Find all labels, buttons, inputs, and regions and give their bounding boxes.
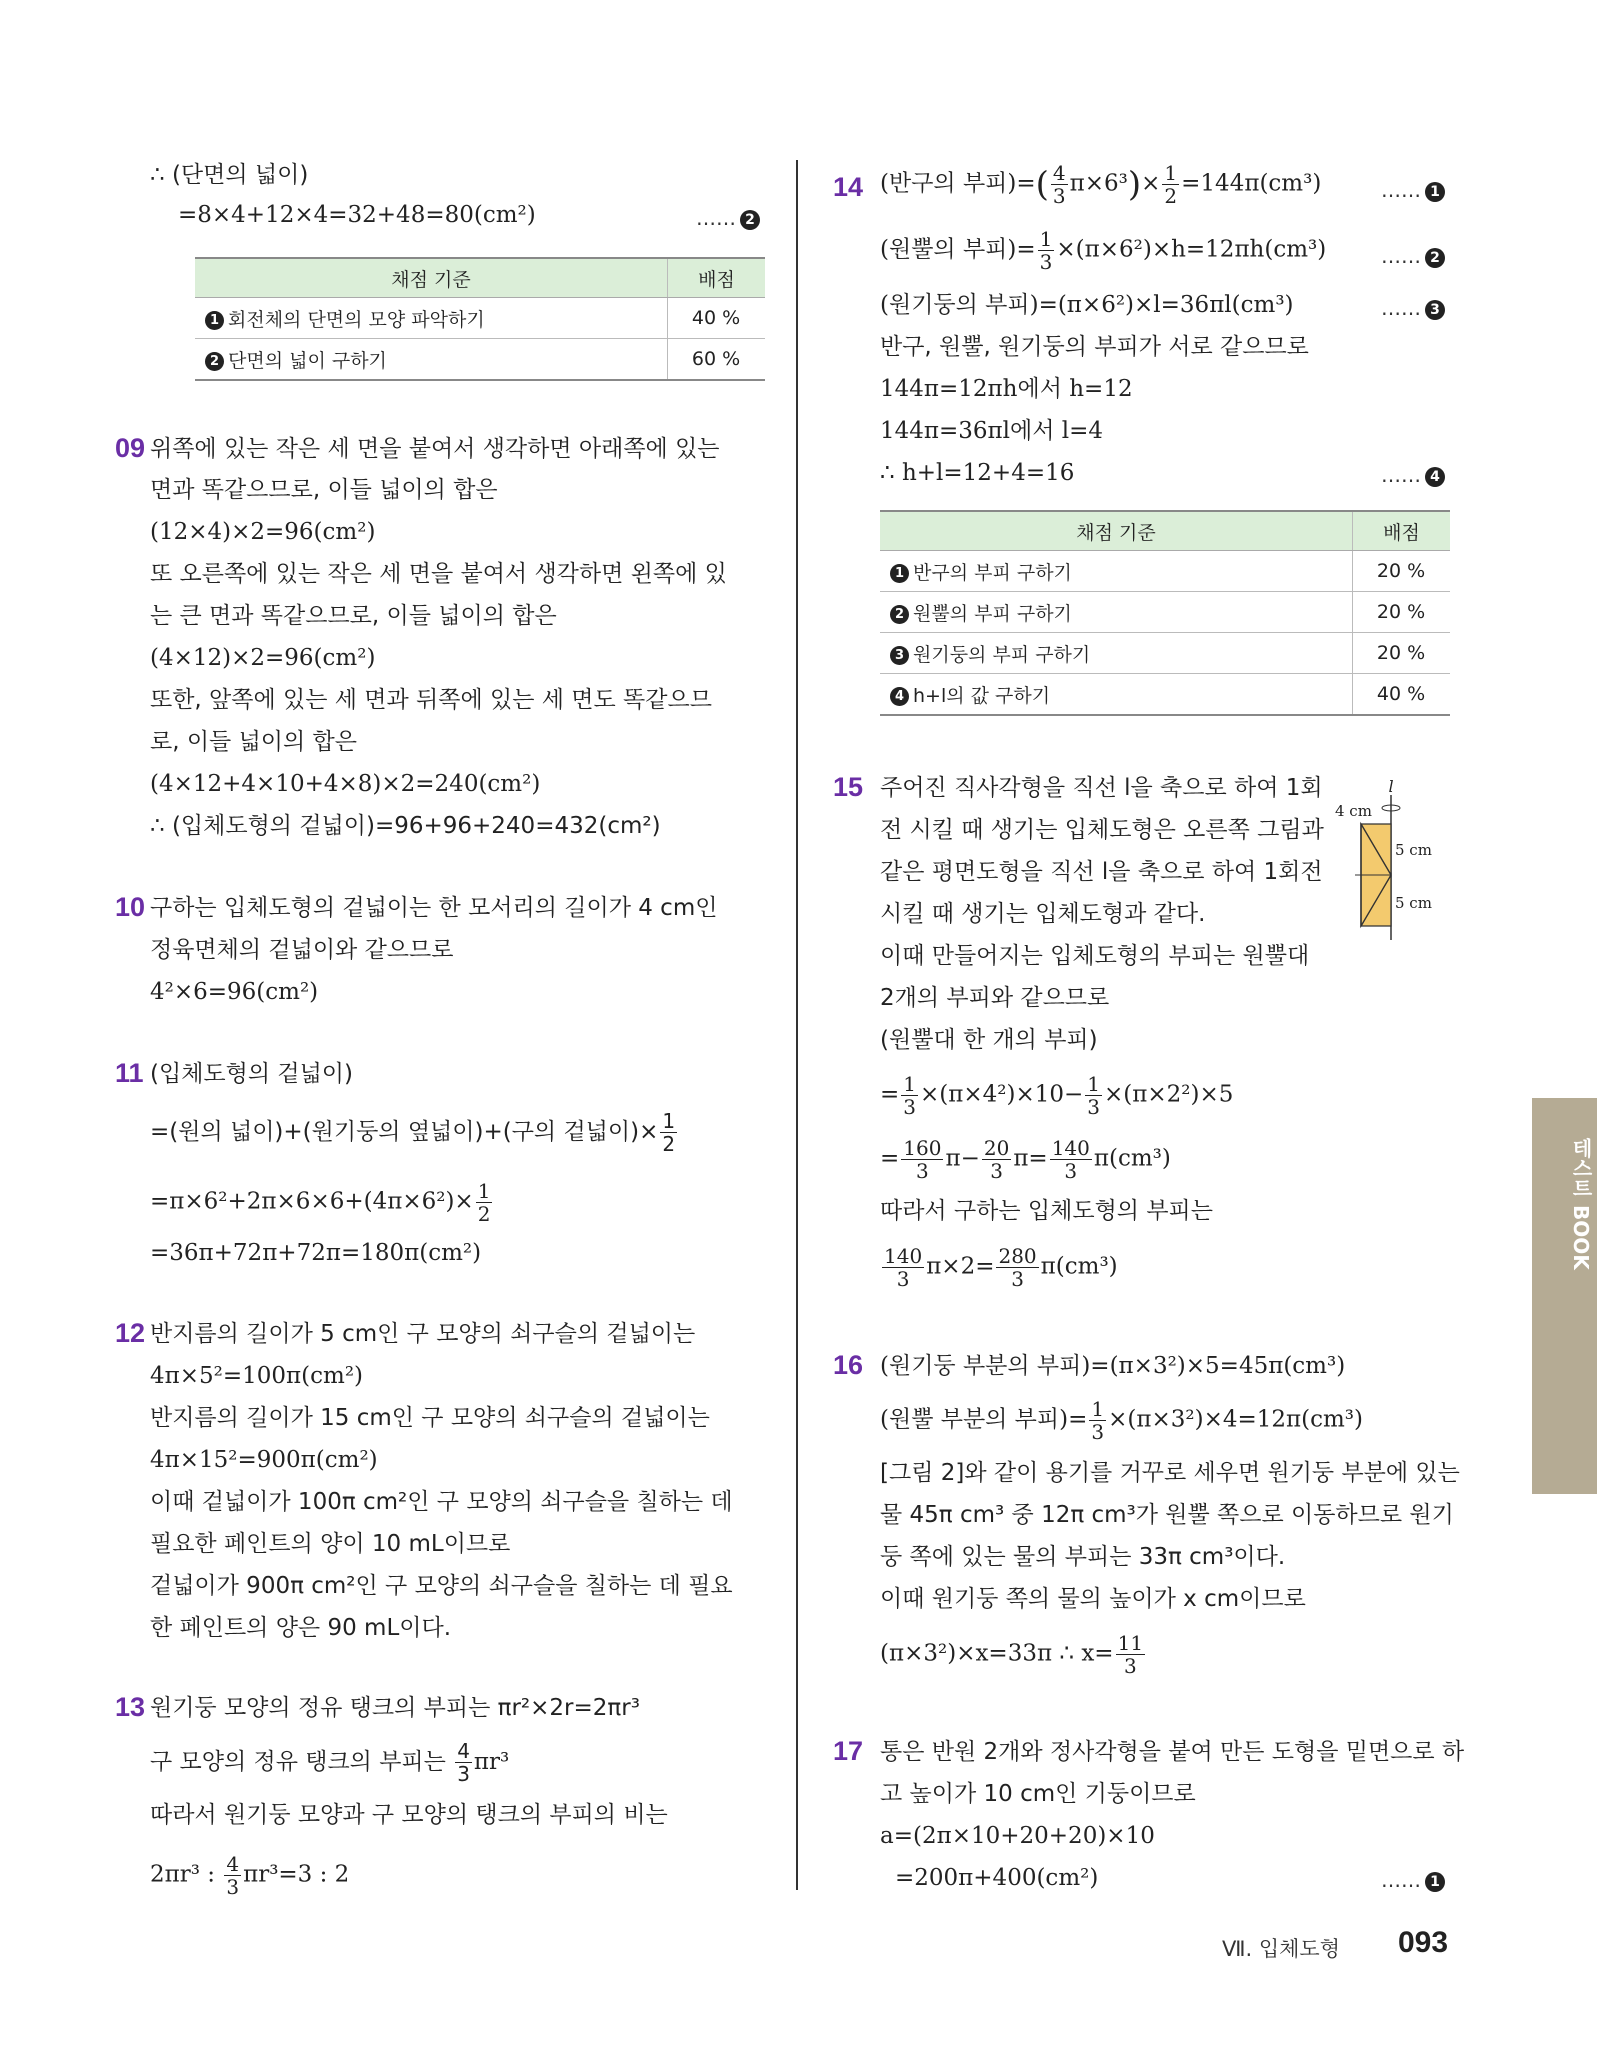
fraction: $\frac{1}{3}$ (1087, 1072, 1101, 1119)
text-line: 필요한 페인트의 양이 10 mL이므로 (150, 1531, 511, 1557)
text-line: 원기둥 모양의 정유 탱크의 부피는 πr²×2r=2πr³ (150, 1695, 640, 1721)
fraction: $\frac{4}{3}$ (1052, 161, 1066, 208)
table-cell: 20 % (1353, 592, 1451, 633)
step-marker: …… 1 (1381, 178, 1445, 202)
badge-1-icon: 1 (205, 311, 224, 330)
text-line: = $\frac{1}{3}$ ×(π×4²)×10− $\frac{1}{3}$ ×(π×2²)×5 (880, 1072, 1234, 1119)
text-line: 위쪽에 있는 작은 세 면을 붙여서 생각하면 아래쪽에 있는 (150, 436, 720, 462)
fraction: $\frac{20}{3}$ (983, 1136, 1010, 1183)
text-line: (반구의 부피)=( $\frac{4}{3}$ π×6³)× $\frac{1}{2}$ =144π(cm³) (880, 161, 1322, 208)
fraction: $\frac{280}{3}$ (998, 1244, 1037, 1291)
text-line: 따라서 원기둥 모양과 구 모양의 탱크의 부피의 비는 (150, 1802, 668, 1828)
table-header: 채점 기준 (880, 511, 1353, 551)
table-header: 배점 (668, 258, 766, 298)
text-line: 주어진 직사각형을 직선 l을 축으로 하여 1회 (880, 775, 1323, 801)
fraction: $\frac{4}{3}$ (226, 1852, 240, 1899)
height-label: 5 cm (1395, 894, 1432, 912)
text-line: 2개의 부피와 같으므로 (880, 985, 1110, 1011)
text-line: 정육면체의 겉넓이와 같으므로 (150, 937, 454, 963)
text-line: (원뿔대 한 개의 부피) (880, 1027, 1098, 1053)
text-line: (입체도형의 겉넓이) (150, 1061, 354, 1087)
text-line: (원기둥의 부피)=(π×6²)×l=36πl(cm³) (880, 292, 1294, 318)
table-cell: 20 % (1353, 633, 1451, 674)
badge-2-icon: 2 (205, 352, 224, 371)
table-cell: 회전체의 단면의 모양 파악하기 (228, 308, 485, 331)
badge-4-icon: 4 (1425, 467, 1445, 487)
step-marker: …… 3 (1381, 296, 1445, 320)
step-marker: …… 2 (1381, 244, 1445, 268)
text-line: (원뿔 부분의 부피)= $\frac{1}{3}$ ×(π×3²)×4=12π(cm³) (880, 1397, 1363, 1444)
fraction: $\frac{160}{3}$ (903, 1136, 942, 1183)
text-line: 전 시킬 때 생기는 입체도형은 오른쪽 그림과 (880, 817, 1324, 843)
text-line: 반지름의 길이가 5 cm인 구 모양의 쇠구슬의 겉넓이는 (150, 1321, 696, 1347)
problem-number: 12 (115, 1318, 146, 1348)
fraction: $\frac{11}{3}$ (1117, 1631, 1144, 1678)
text-line: (원뿔의 부피)= $\frac{1}{3}$ ×(π×6²)×h=12πh(cm³) (880, 227, 1327, 274)
text-line: a=(2π×10+20+20)×10 (880, 1823, 1155, 1849)
problem-number: 16 (833, 1350, 864, 1380)
text-line: 로, 이들 넓이의 합은 (150, 729, 357, 755)
fraction: $\frac{1}{3}$ (1091, 1397, 1105, 1444)
text-line: 144π=36πl에서 l=4 (880, 418, 1104, 444)
text-line: = $\frac{160}{3}$ π− $\frac{20}{3}$ π= $\frac{140}{3}$ π(cm³) (880, 1136, 1171, 1183)
text-line: 2πr³ : $\frac{4}{3}$ πr³=3 : 2 (150, 1852, 350, 1899)
rotation-figure (1335, 780, 1450, 945)
scoring-table (880, 510, 1450, 716)
badge-1-icon: 1 (1425, 182, 1445, 202)
column-divider (796, 160, 798, 1890)
text-line: (4×12+4×10+4×8)×2=240(cm²) (150, 771, 541, 797)
text-line: (4×12)×2=96(cm²) (150, 645, 376, 671)
text-line: (12×4)×2=96(cm²) (150, 519, 376, 545)
width-label: 4 cm (1335, 802, 1372, 820)
step-marker: …… 4 (1381, 463, 1445, 487)
badge-2-icon: 2 (740, 210, 760, 230)
text-line: 구하는 입체도형의 겉넓이는 한 모서리의 길이가 4 cm인 (150, 895, 718, 921)
problem-number: 13 (115, 1692, 146, 1722)
table-cell: 원뿔의 부피 구하기 (913, 602, 1072, 625)
table-header: 배점 (1353, 511, 1451, 551)
fraction: $\frac{4}{3}$ (457, 1739, 470, 1786)
text-line: 구 모양의 정유 탱크의 부피는 $\frac{4}{3}$ πr³ (150, 1739, 510, 1786)
side-tab (1532, 1098, 1597, 1494)
text-line: =π×6²+2π×6×6+(4π×6²)× $\frac{1}{2}$ (150, 1179, 491, 1226)
height-label: 5 cm (1395, 841, 1432, 859)
text-line: 고 높이가 10 cm인 기둥이므로 (880, 1781, 1196, 1807)
footer-section: Ⅶ. 입체도형 (1222, 1937, 1341, 1961)
problem-number: 17 (833, 1736, 864, 1766)
badge-2-icon: 2 (1425, 248, 1445, 268)
text-line: 이때 원기둥 쪽의 물의 높이가 x cm이므로 (880, 1586, 1306, 1612)
fraction: $\frac{140}{3}$ (1051, 1136, 1090, 1183)
badge-2-icon: 2 (890, 605, 909, 624)
table-cell: 원기둥의 부피 구하기 (913, 643, 1091, 666)
table-cell: 60 % (668, 339, 766, 381)
badge-3-icon: 3 (1425, 300, 1445, 320)
table-cell: 40 % (668, 298, 766, 339)
text-line: $\frac{140}{3}$ π×2= $\frac{280}{3}$ π(cm³) (884, 1244, 1118, 1291)
text-line: [그림 2]와 같이 용기를 거꾸로 세우면 원기둥 부분에 있는 (880, 1460, 1460, 1486)
text-line: 물 45π cm³ 중 12π cm³가 원뿔 쪽으로 이동하므로 원기 (880, 1502, 1454, 1528)
fraction: $\frac{140}{3}$ (884, 1244, 923, 1291)
scoring-table (195, 257, 765, 381)
text-line: 면과 똑같으므로, 이들 넓이의 합은 (150, 477, 498, 503)
table-row (195, 298, 765, 339)
problem-number: 10 (115, 892, 146, 922)
step-marker: …… 1 (1381, 1868, 1445, 1892)
text-line: (원기둥 부분의 부피)=(π×3²)×5=45π(cm³) (880, 1353, 1346, 1379)
text-line: =8×4+12×4=32+48=80(cm²) (178, 202, 536, 228)
fraction: $\frac{1}{2}$ (662, 1109, 676, 1156)
text-line: 4²×6=96(cm²) (150, 979, 319, 1005)
text-line: =36π+72π+72π=180π(cm²) (150, 1240, 482, 1266)
table-cell: 20 % (1353, 551, 1451, 592)
text-line: 는 큰 면과 똑같으므로, 이들 넓이의 합은 (150, 603, 557, 629)
page-number: 093 (1398, 1926, 1449, 1959)
problem-number: 14 (833, 172, 864, 202)
text-line: 반지름의 길이가 15 cm인 구 모양의 쇠구슬의 겉넓이는 (150, 1405, 710, 1431)
axis-label: l (1388, 780, 1394, 796)
text-line: ∴ (입체도형의 겉넓이)=96+96+240=432(cm²) (150, 813, 661, 839)
badge-1-icon: 1 (890, 564, 909, 583)
table-row (195, 339, 765, 381)
problem-number: 11 (115, 1058, 144, 1088)
problem-number: 15 (833, 772, 864, 802)
table-cell: 반구의 부피 구하기 (913, 561, 1072, 584)
table-header: 채점 기준 (195, 258, 668, 298)
badge-4-icon: 4 (890, 687, 909, 706)
fraction: $\frac{1}{2}$ (477, 1179, 491, 1226)
text-line: 따라서 구하는 입체도형의 부피는 (880, 1198, 1213, 1224)
text-line: 같은 평면도형을 직선 l을 축으로 하여 1회전 (880, 859, 1323, 885)
text-line: 4π×5²=100π(cm²) (150, 1363, 364, 1389)
fraction: $\frac{1}{3}$ (903, 1072, 917, 1119)
text-line: 시킬 때 생기는 입체도형과 같다. (880, 901, 1206, 927)
text-line: 이때 겉넓이가 100π cm²인 구 모양의 쇠구슬을 칠하는 데 (150, 1489, 733, 1515)
table-cell: h+l의 값 구하기 (913, 684, 1051, 707)
text-line: 한 페인트의 양은 90 mL이다. (150, 1615, 452, 1641)
text-line: 반구, 원뿔, 원기둥의 부피가 서로 같으므로 (880, 334, 1309, 360)
text-line: 4π×15²=900π(cm²) (150, 1447, 378, 1473)
text-line: (π×3²)×x=33π ∴ x= $\frac{11}{3}$ (880, 1631, 1144, 1678)
text-line: =(원의 넓이)+(원기둥의 옆넓이)+(구의 겉넓이)× $\frac{1}{2}$ (150, 1109, 676, 1156)
table-row (880, 674, 1450, 716)
table-row (880, 592, 1450, 633)
text-line: 겉넓이가 900π cm²인 구 모양의 쇠구슬을 칠하는 데 필요 (150, 1573, 733, 1599)
table-cell: 단면의 넓이 구하기 (228, 349, 387, 372)
text-line: =200π+400(cm²) (895, 1865, 1099, 1891)
text-line: 144π=12πh에서 h=12 (880, 376, 1133, 402)
step-marker: …… 2 (696, 206, 760, 230)
text-line: ∴ (단면의 넓이) (150, 162, 309, 188)
table-row (880, 551, 1450, 592)
table-cell: 40 % (1353, 674, 1451, 716)
fraction: $\frac{1}{3}$ (1039, 227, 1053, 274)
badge-3-icon: 3 (890, 646, 909, 665)
text-line: 둥 쪽에 있는 물의 부피는 33π cm³이다. (880, 1544, 1286, 1570)
text-line: 통은 반원 2개와 정사각형을 붙여 만든 도형을 밑면으로 하 (880, 1739, 1465, 1765)
fraction: $\frac{1}{2}$ (1164, 161, 1178, 208)
badge-1-icon: 1 (1425, 1872, 1445, 1892)
problem-number: 09 (115, 433, 146, 463)
side-tab-label: 테스트 BOOK (1569, 1138, 1593, 1270)
text-line: ∴ h+l=12+4=16 (880, 460, 1075, 486)
text-line: 또한, 앞쪽에 있는 세 면과 뒤쪽에 있는 세 면도 똑같으므 (150, 687, 712, 713)
table-row (880, 633, 1450, 674)
text-line: 또 오른쪽에 있는 작은 세 면을 붙여서 생각하면 왼쪽에 있 (150, 561, 727, 587)
text-line: 이때 만들어지는 입체도형의 부피는 원뿔대 (880, 943, 1310, 969)
